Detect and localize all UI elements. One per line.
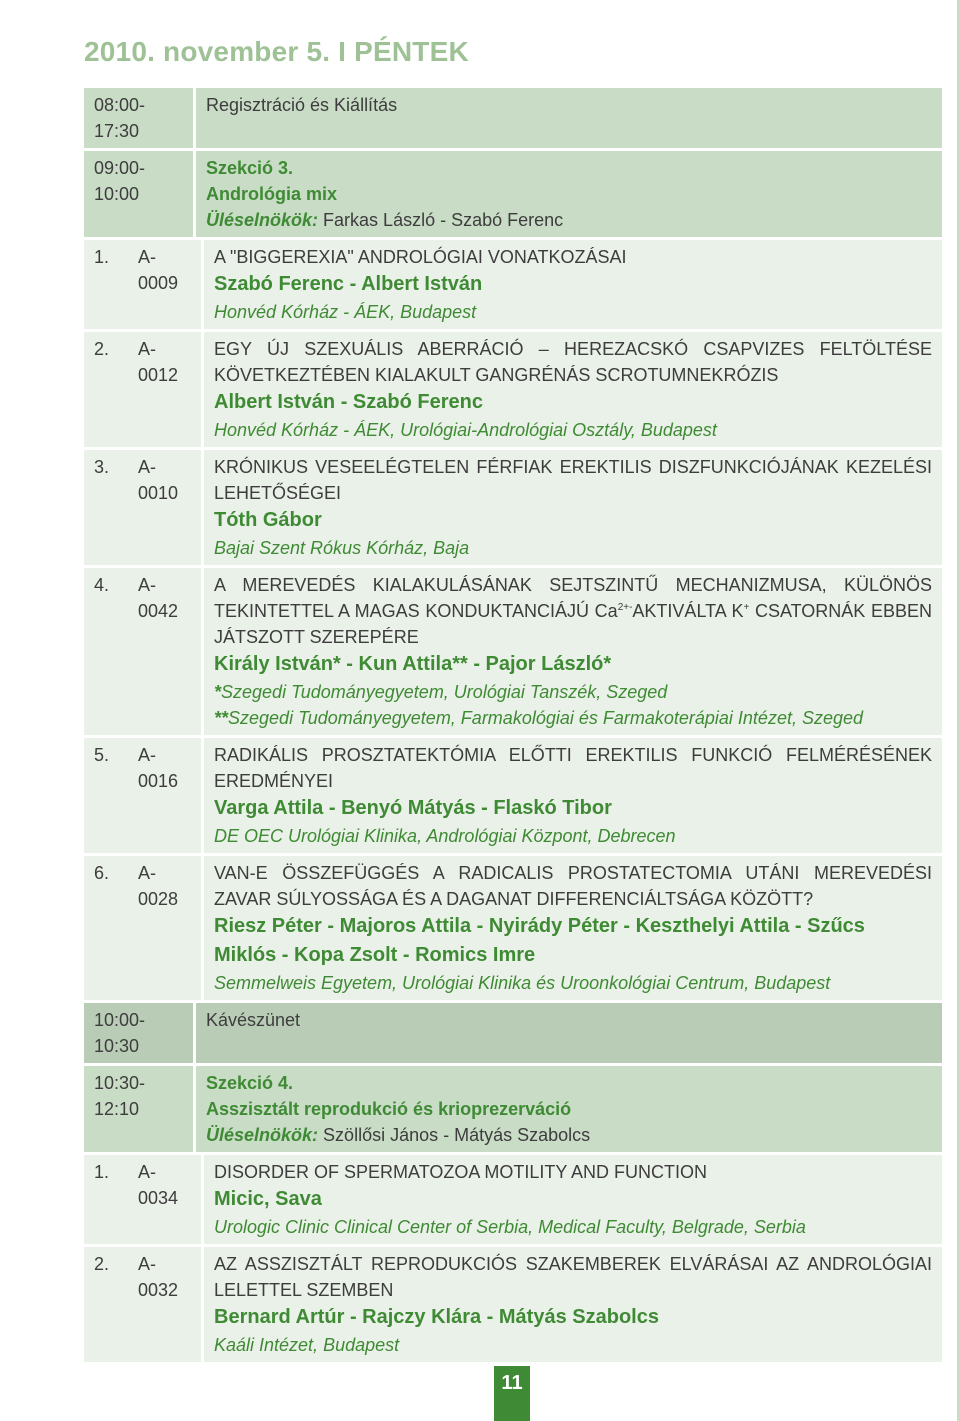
talk-code: A-0028: [132, 856, 204, 1000]
page-number: 11: [494, 1366, 530, 1421]
talk-code: A-0032: [132, 1247, 204, 1362]
talk-authors: Szabó Ferenc - Albert István: [214, 273, 483, 295]
registration-row: [84, 88, 942, 148]
coffee-break-row: [84, 1003, 942, 1063]
session3-info: [196, 151, 942, 237]
talk-authors: Tóth Gábor: [214, 509, 322, 531]
talk-title: DISORDER OF SPERMATOZOA MOTILITY AND FUNCTION: [214, 1162, 708, 1182]
talk-title: A "BIGGEREXIA" ANDROLÓGIAI VONATKOZÁSAI: [214, 247, 627, 267]
session4-info: [196, 1066, 942, 1152]
talk-title: RADIKÁLIS PROSZTATEKTÓMIA ELŐTTI EREKTILIS FUNKCIÓ FELMÉRÉSÉNEK EREDMÉNYEI: [214, 745, 932, 791]
session3-chairs-names: Farkas László - Szabó Ferenc: [318, 210, 564, 230]
day-title: 2010. november 5. I PÉNTEK: [84, 36, 469, 67]
schedule-table: [84, 88, 942, 1365]
talk-title: AZ ASSZISZTÁLT REPRODUKCIÓS SZAKEMBEREK ELVÁRÁSAI AZ ANDROLÓGIAI LELETTEL SZEMBEN: [214, 1254, 932, 1300]
talk-affiliation: Urologic Clinic Clinical Center of Serbia, Medical Faculty, Belgrade, Serbia: [214, 1217, 806, 1237]
talk-body: [204, 856, 942, 1000]
talk-affiliation: Honvéd Kórház - ÁEK, Urológiai-Andrológiai Osztály, Budapest: [214, 420, 717, 440]
talk-title-part: CSATORNÁK EBBEN JÁTSZOTT SZEREPÉRE: [214, 601, 932, 647]
talk-title-superscript: +: [743, 602, 750, 613]
talk-body: [204, 568, 942, 735]
affiliation-text: Szegedi Tudományegyetem, Urológiai Tanszék, Szeged: [221, 682, 668, 702]
talk-row: [84, 1155, 942, 1244]
session3-chairs: [206, 207, 932, 233]
talk-affiliation: [214, 679, 932, 705]
session4-chairs: [206, 1122, 932, 1148]
session4-chairs-label: Üléselnökök:: [206, 1125, 319, 1145]
talk-affiliation: [214, 705, 932, 731]
session3-number: Szekció 3.: [206, 158, 294, 178]
talk-body: [204, 332, 942, 447]
talk-body: [204, 1155, 942, 1244]
talk-authors: Riesz Péter - Majoros Attila - Nyirády Péter - Keszthelyi Attila - Szűcs Miklós - Kopa Zsolt - Romics Imre: [214, 915, 865, 966]
talk-authors: Albert István - Szabó Ferenc: [214, 391, 483, 413]
talk-title-superscript: 2+-: [617, 602, 633, 613]
affiliation-mark: **: [214, 708, 229, 728]
talk-title: VAN-E ÖSSZEFÜGGÉS A RADICALIS PROSTATECTOMIA UTÁNI MEREVEDÉSI ZAVAR SÚLYOSSÁGA ÉS A DAGANAT DIFFERENCIÁLTSÁGA KÖZÖTT?: [214, 863, 932, 909]
registration-label: Regisztráció és Kiállítás: [206, 95, 398, 115]
session4-time: 10:30-12:10: [84, 1066, 196, 1152]
talk-row: [84, 568, 942, 735]
session3-title: Andrológia mix: [206, 184, 338, 204]
coffee-break-label: Kávészünet: [206, 1010, 301, 1030]
talk-row: [84, 240, 942, 329]
talk-authors: Micic, Sava: [214, 1188, 322, 1210]
talk-number: 6.: [94, 863, 110, 883]
talk-affiliation: DE OEC Urológiai Klinika, Andrológiai Központ, Debrecen: [214, 826, 676, 846]
talk-title: KRÓNIKUS VESEELÉGTELEN FÉRFIAK EREKTILIS DISZFUNKCIÓJÁNAK KEZELÉSI LEHETŐSÉGEI: [214, 457, 932, 503]
talk-number: 3.: [94, 457, 110, 477]
talk-authors: Varga Attila - Benyó Mátyás - Flaskó Tibor: [214, 797, 612, 819]
affiliation-mark: *: [214, 682, 222, 702]
talk-row: [84, 856, 942, 1000]
talk-affiliation: Semmelweis Egyetem, Urológiai Klinika és Uroonkológiai Centrum, Budapest: [214, 973, 831, 993]
talk-code: A-0016: [132, 738, 204, 853]
talk-title: [214, 572, 932, 650]
session3-header: [84, 151, 942, 237]
talk-code: A-0034: [132, 1155, 204, 1244]
talk-number: 2.: [94, 339, 110, 359]
talk-title-part: AKTIVÁLTA K: [632, 601, 744, 621]
talk-number: 5.: [94, 745, 110, 765]
talk-code: A-0009: [132, 240, 204, 329]
talk-authors: Király István* - Kun Attila** - Pajor László*: [214, 653, 612, 675]
talk-affiliation: Kaáli Intézet, Budapest: [214, 1335, 400, 1355]
talk-number: 4.: [94, 575, 110, 595]
talk-body: [204, 1247, 942, 1362]
talk-number: 1.: [94, 247, 110, 267]
session3-time: 09:00-10:00: [84, 151, 196, 237]
session4-title: Asszisztált reprodukció és krioprezerváció: [206, 1099, 572, 1119]
session4-number: Szekció 4.: [206, 1073, 294, 1093]
talk-number: 1.: [94, 1162, 110, 1182]
talk-row: [84, 332, 942, 447]
talk-authors: Bernard Artúr - Rajczy Klára - Mátyás Szabolcs: [214, 1306, 659, 1328]
talk-body: [204, 738, 942, 853]
talk-code: A-0042: [132, 568, 204, 735]
talk-code: A-0010: [132, 450, 204, 565]
talk-affiliation: Bajai Szent Rókus Kórház, Baja: [214, 538, 470, 558]
talk-affiliation: Honvéd Kórház - ÁEK, Budapest: [214, 302, 477, 322]
session3-chairs-label: Üléselnökök:: [206, 210, 319, 230]
talk-body: [204, 240, 942, 329]
registration-time: 08:00-17:30: [84, 88, 196, 148]
talk-code: A-0012: [132, 332, 204, 447]
talk-title-part: A MEREVEDÉS KIALAKULÁSÁNAK SEJTSZINTŰ MECHANIZMUSA, KÜLÖNÖS TEKINTETTEL A MAGAS KONDUKTANCIÁJÚ Ca: [214, 575, 932, 621]
talk-row: [84, 1247, 942, 1362]
talk-body: [204, 450, 942, 565]
talk-title: EGY ÚJ SZEXUÁLIS ABERRÁCIÓ – HEREZACSKÓ CSAPVIZES FELTÖLTÉSE KÖVETKEZTÉBEN KIALAKULT GANGRÉNÁS SCROTUMNEKRÓZIS: [214, 339, 932, 385]
talk-number: 2.: [94, 1254, 110, 1274]
session4-chairs-names: Szöllősi János - Mátyás Szabolcs: [318, 1125, 591, 1145]
affiliation-text: Szegedi Tudományegyetem, Farmakológiai és Farmakoterápiai Intézet, Szeged: [228, 708, 864, 728]
session4-header: [84, 1066, 942, 1152]
talk-row: [84, 450, 942, 565]
talk-row: [84, 738, 942, 853]
coffee-break-time: 10:00-10:30: [84, 1003, 196, 1063]
